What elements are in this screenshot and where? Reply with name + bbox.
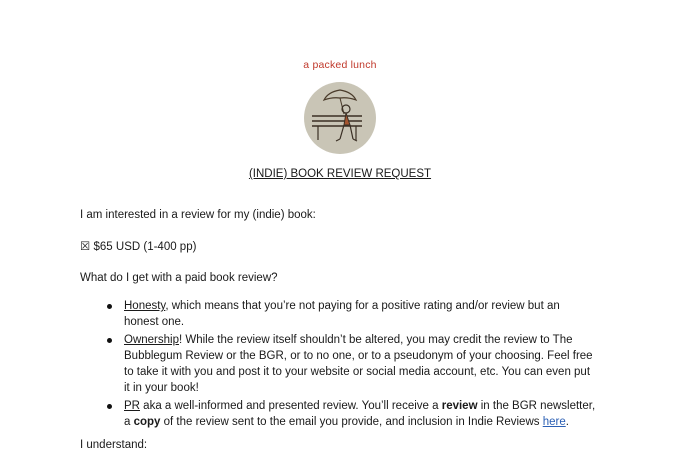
- term-honesty: Honesty: [124, 300, 166, 312]
- document-title: (INDIE) BOOK REVIEW REQUEST: [248, 168, 432, 180]
- list-item-pr: [106, 398, 596, 430]
- bullet-icon: [107, 338, 112, 343]
- checked-box-icon[interactable]: ☒: [80, 241, 91, 253]
- pr-text-d: .: [565, 416, 569, 428]
- honesty-text: , which means that you’re not paying for a positive rating and/or review but an honest one.: [124, 300, 560, 328]
- intro-text: I am interested in a review for my (indie) book:: [80, 209, 316, 221]
- list-item-honesty: [106, 298, 596, 330]
- bullet-icon: [107, 304, 112, 309]
- understand-text: I understand:: [80, 439, 148, 451]
- list-item-ownership: [106, 332, 596, 396]
- bench-figure-logo-icon: [304, 82, 376, 154]
- ownership-text: ! While the review itself shouldn’t be altered, you may credit the review to The Bubblegum Review or the BGR, or to no one, or to a pseudonym of your choosing. Feel free to take it with you and post it to your website or social media account, etc. You can even put it in your book!: [124, 334, 593, 394]
- here-link[interactable]: here: [542, 416, 566, 428]
- pr-text-b: in the BGR newsletter, a: [124, 400, 596, 428]
- pr-text-a: aka a well-informed and presented review. You’ll receive a: [139, 400, 442, 412]
- pr-text-c: of the review sent to the email you provide, and inclusion in Indie Reviews: [160, 416, 543, 428]
- question-text: What do I get with a paid book review?: [80, 272, 278, 284]
- brand-wordmark: a packed lunch: [303, 59, 377, 71]
- bullet-icon: [107, 404, 112, 409]
- bold-review: review: [441, 400, 478, 412]
- bold-copy: copy: [133, 416, 161, 428]
- price-option: [80, 239, 196, 255]
- price-option-label: $65 USD (1-400 pp): [93, 241, 197, 253]
- benefits-list: [106, 298, 596, 432]
- term-pr: PR: [124, 400, 140, 412]
- term-ownership: Ownership: [124, 334, 179, 346]
